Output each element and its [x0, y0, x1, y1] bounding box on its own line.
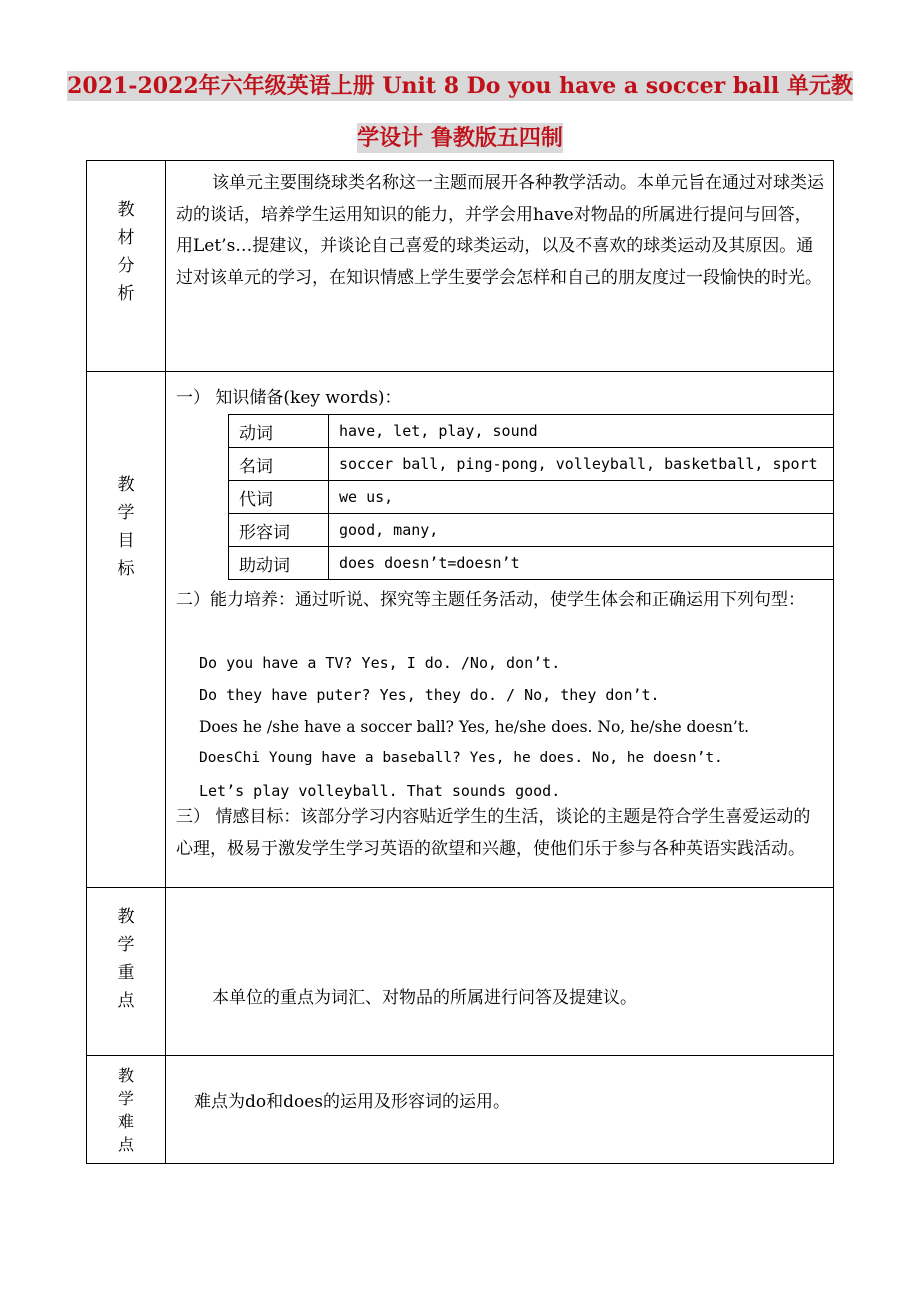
word-list: soccer ball, ping-pong, volleyball, basketball, sport	[329, 448, 834, 481]
goals-label: 教 学 目 标	[117, 475, 135, 579]
table-row	[229, 547, 834, 580]
sentence-pattern: DoesChi Young have a baseball? Yes, he does. No, he doesn’t.	[199, 750, 723, 766]
word-list: does doesn’t=doesn’t	[329, 547, 834, 580]
row-divider	[86, 887, 834, 888]
sentence-pattern: Do you have a TV? Yes, I do. /No, don’t.	[199, 654, 561, 672]
difficulties-text: 难点为do和does的运用及形容词的运用。	[194, 1092, 511, 1112]
row-divider	[86, 1055, 834, 1056]
sentence-pattern: Let’s play volleyball. That sounds good.	[199, 782, 561, 800]
table-row	[229, 415, 834, 448]
word-type: 代词	[229, 481, 329, 514]
word-list: good, many,	[329, 514, 834, 547]
word-type: 形容词	[229, 514, 329, 547]
emotion-text: 三） 情感目标：该部分学习内容贴近学生的生活，谈论的主题是符合学生喜爱运动的心理，极易于激发学生学习英语的欲望和兴趣，使他们乐于参与各种英语实践活动。	[176, 807, 811, 859]
word-type: 名词	[229, 448, 329, 481]
sentence-pattern: Do they have puter? Yes, they do. / No, they don’t.	[199, 686, 660, 704]
document-title	[0, 60, 920, 164]
word-list: have, let, play, sound	[329, 415, 834, 448]
word-type: 助动词	[229, 547, 329, 580]
table-row	[229, 514, 834, 547]
analysis-label: 教 材 分 析	[117, 200, 135, 304]
sentence-pattern: Does he /she have a soccer ball? Yes, he/she does. No, he/she doesn’t.	[199, 718, 750, 736]
title-line-2: 学设计 鲁教版五四制	[357, 125, 563, 151]
keywords-table	[228, 414, 834, 580]
title-line-1: 2021-2022年六年级英语上册 Unit 8 Do you have a soccer ball 单元教	[67, 73, 853, 99]
ability-text: 二）能力培养：通过听说、探究等主题任务活动，使学生体会和正确运用下列句型：	[176, 590, 805, 610]
right-border	[833, 160, 834, 1164]
key-points-label: 教 学 重 点	[117, 907, 135, 1011]
key-points-text: 本单位的重点为词汇、对物品的所属进行问答及提建议。	[212, 988, 637, 1008]
table-row	[229, 481, 834, 514]
row-divider	[86, 371, 834, 372]
analysis-text: 该单元主要围绕球类名称这一主题而展开各种教学活动。本单元旨在通过对球类运动的谈话，培养学生运用知识的能力，并学会用have对物品的所属进行提问与回答，用Let’s…提建议，并谈论自己喜爱的球类运动，以及不喜欢的球类运动及其原因。通过对该单元的学习，在知识情感上学生要学会怎样和自己的朋友度过一段愉快的时光。	[176, 173, 824, 288]
difficulties-label: 教 学 难 点	[117, 1066, 134, 1154]
word-type: 动词	[229, 415, 329, 448]
word-list: we us,	[329, 481, 834, 514]
table-row	[229, 448, 834, 481]
knowledge-heading: 一） 知识储备(key words)：	[176, 388, 402, 408]
